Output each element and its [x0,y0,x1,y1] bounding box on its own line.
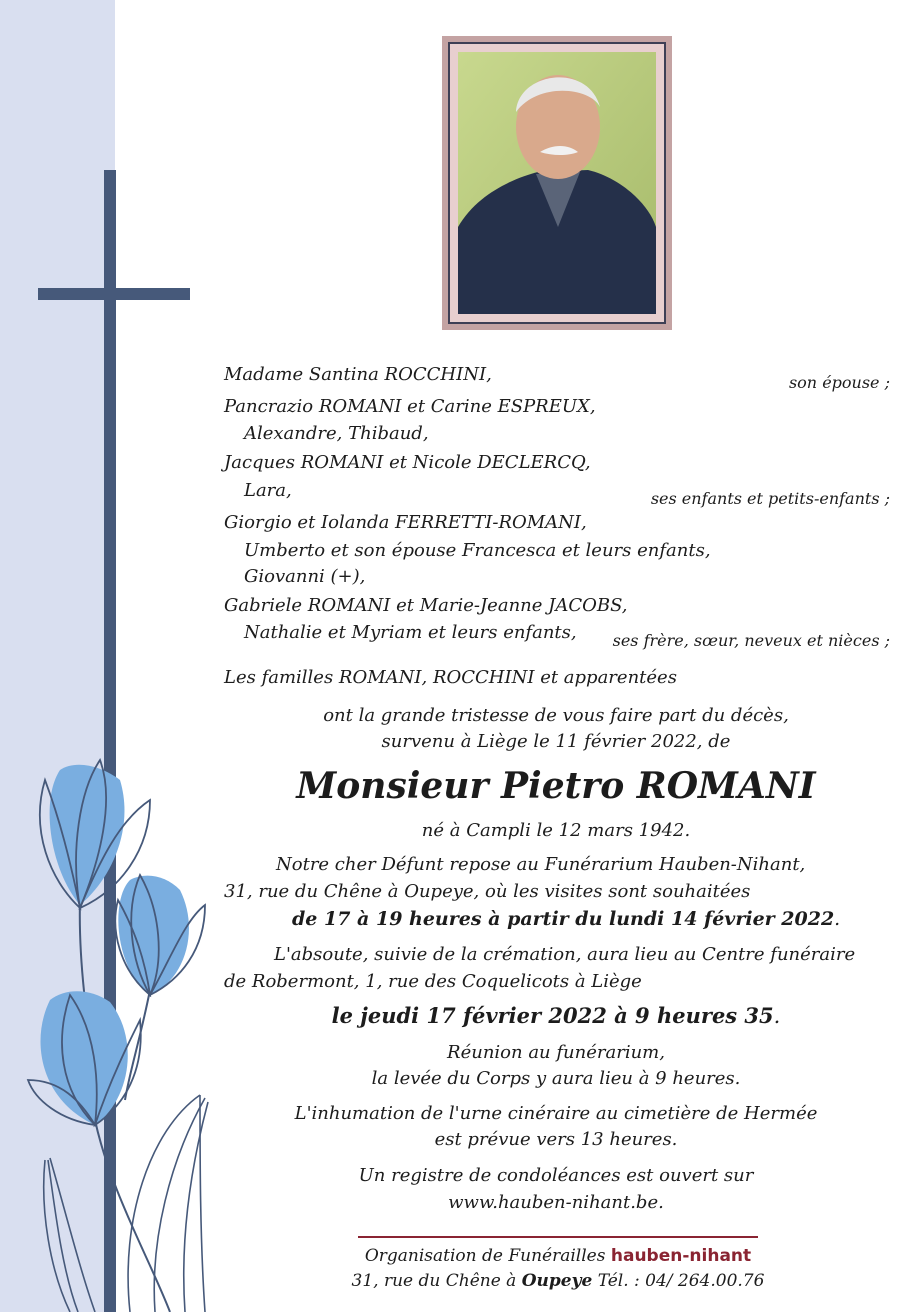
urn-line: L'inhumation de l'urne cinéraire au cimetière de Hermée [294,1103,818,1124]
deceased-name: Monsieur Pietro ROMANI [296,765,816,807]
relation-spouse: son épouse ; [788,373,890,392]
portrait-icon [458,52,656,314]
reunion-line: Réunion au funérarium, [447,1042,665,1063]
family-line: Madame Santina ROCCHINI, [224,364,492,385]
register-line: Un registre de condoléances est ouvert sur [358,1165,754,1186]
urn-line: est prévue vers 13 heures. [434,1129,678,1150]
ceremony-date-end: . [773,1004,781,1028]
rest-line: 31, rue du Chêne à Oupeye, où les visites sont souhaitées [224,881,751,902]
portrait-frame [442,36,672,330]
family-line: Giovanni (+), [244,566,366,587]
family-line: Jacques ROMANI et Nicole DECLERCQ, [224,452,591,473]
footer-address-prefix: 31, rue du Chêne à [351,1271,522,1291]
family-line: Giorgio et Iolanda FERRETTI-ROMANI, [224,512,587,533]
family-line: Les familles ROMANI, ROCCHINI et apparentées [224,667,677,688]
family-line: Lara, [244,480,292,501]
absoute-line: L'absoute, suivie de la crémation, aura lieu au Centre funéraire [274,944,856,965]
register-url[interactable]: www.hauben-nihant.be. [448,1192,664,1213]
visits-line [292,908,840,930]
footer-phone: Tél. : 04/ 264.00.76 [592,1271,765,1291]
footer-divider [358,1236,758,1238]
footer-org [226,1245,890,1267]
footer-org-prefix: Organisation de Funérailles [364,1246,611,1266]
family-line: Alexandre, Thibaud, [244,423,429,444]
family-line: Gabriele ROMANI et Marie-Jeanne JACOBS, [224,595,628,616]
footer-town: Oupeye [521,1271,593,1291]
footer-address [226,1270,890,1292]
family-line: Pancrazio ROMANI et Carine ESPREUX, [224,396,596,417]
announcement-line: ont la grande tristesse de vous faire part du décès, [323,705,789,726]
tulip-decoration-icon [0,740,230,1312]
ceremony-date [226,1003,886,1029]
family-line: Nathalie et Myriam et leurs enfants, [244,622,577,643]
cross-bar [38,288,190,300]
visits-end: . [834,908,841,930]
ceremony-date-bold: le jeudi 17 février 2022 à 9 heures 35 [331,1003,774,1028]
brand-logo: hauben-nihant [610,1246,752,1266]
absoute-line: de Robermont, 1, rue des Coquelicots à Liège [224,971,642,992]
rest-line: Notre cher Défunt repose au Funérarium Hauben-Nihant, [276,854,806,875]
relation-children: ses enfants et petits-enfants ; [650,489,890,508]
family-line: Umberto et son épouse Francesca et leurs enfants, [244,540,711,561]
relation-siblings: ses frère, sœur, neveux et nièces ; [612,631,890,650]
announcement-line: survenu à Liège le 11 février 2022, de [381,731,731,752]
birth-line: né à Campli le 12 mars 1942. [421,820,691,841]
reunion-line: la levée du Corps y aura lieu à 9 heures. [371,1068,741,1089]
visits-bold: de 17 à 19 heures à partir du lundi 14 février 2022 [292,908,835,930]
